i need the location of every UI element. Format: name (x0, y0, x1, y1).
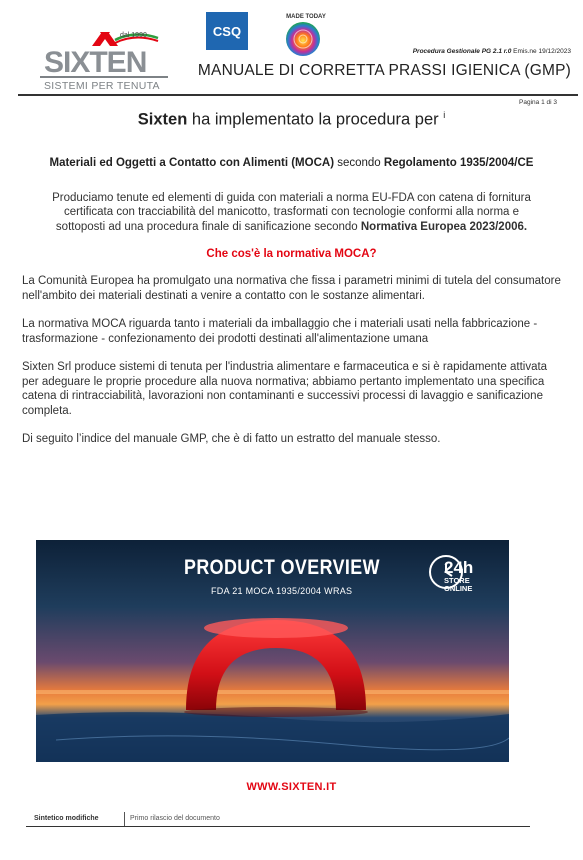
subheading-moca: Materiali ed Oggetti a Contatto con Alimenti (MOCA) (49, 156, 335, 169)
intro-regulation: Normativa Europea 2023/2006. (360, 220, 528, 233)
subheading-connector: secondo (334, 156, 384, 169)
heading-footnote: i (443, 110, 446, 120)
store-hours: 24h (444, 558, 474, 577)
footer-divider (26, 826, 530, 827)
csq-text: CSQ (212, 23, 242, 39)
moca-question: Che cos'è la normativa MOCA? (206, 248, 377, 260)
logo-since: dal 1990 (120, 32, 147, 39)
footer-changes-label: Sintetico modifiche (34, 815, 99, 822)
manual-title: MANUALE DI CORRETTA PRASSI IGIENICA (GMP) (197, 62, 571, 79)
logo-text: SIXTEN (44, 46, 147, 79)
document-header (0, 0, 583, 106)
subheading-regulation: Regolamento 1935/2004/CE (383, 156, 534, 169)
intro-text: Produciamo tenute ed elementi di guida con materiali a norma EU-FDA con catena di fornitura certificata con tracciabilità del manicotto, trasformati con tecnologie conformi alla norma e sottoposti ad una procedura finale di sanificazione secondo (52, 191, 531, 233)
footer-separator (124, 812, 125, 826)
document-body (0, 108, 583, 447)
product-overview-banner (36, 540, 509, 762)
website-link[interactable]: WWW.SIXTEN.IT (246, 781, 337, 793)
paragraph-eu: La Comunità Europea ha promulgato una normativa che fissa i parametri minimi di tutela del consumatore nell'ambito dei materiali destinati a venire a contatto con le sostanze alimentari. (22, 275, 561, 302)
heading-text: ha implementato la procedura per (187, 110, 444, 129)
footer-changes-value: Primo rilascio del documento (130, 815, 220, 822)
paragraph-moca-scope: La normativa MOCA riguarda tanto i materiali da imballaggio che i materiali usati nella fabbricazione - trasformazione - confezionamento dei prodotti destinati all'alimentazione umana (22, 318, 538, 345)
banner-subtitle: FDA 21 MOCA 1935/2004 WRAS (211, 586, 353, 596)
banner-title: PRODUCT OVERVIEW (184, 556, 380, 579)
subheading (40, 156, 543, 171)
made-today-label: MADE TODAY (286, 14, 326, 20)
heading-brand: Sixten (137, 110, 188, 129)
made-today-logo (280, 14, 326, 56)
csq-certification-logo (206, 12, 248, 50)
intro-paragraph (50, 191, 533, 235)
online-label: ONLINE (444, 584, 473, 593)
logo-subtitle: SISTEMI PER TENUTA (44, 80, 160, 92)
procedure-code: Procedura Gestionale PG 2.1 r.0 (412, 48, 512, 55)
paragraph-index: Di seguito l’indice del manuale GMP, che è di fatto un estratto del manuale stesso. (22, 433, 441, 445)
page-heading (0, 110, 583, 130)
paragraph-sixten: Sixten Srl produce sistemi di tenuta per l'industria alimentare e farmaceutica e si è rapidamente attivata per adeguare le proprie procedure alla nuova normativa; abbiamo pertanto implementato una specifica catena di rintracciabilità, lavorazioni non contaminanti e successivi processi di lavaggio e sanificazione completa. (22, 361, 548, 417)
procedure-reference (413, 48, 571, 55)
sixten-logo (40, 28, 170, 96)
store-label: STORE (444, 576, 470, 585)
header-divider (18, 94, 578, 96)
page-number: Pagina 1 di 3 (519, 99, 557, 106)
emission-date: Emis.ne 19/12/2023 (513, 48, 571, 55)
